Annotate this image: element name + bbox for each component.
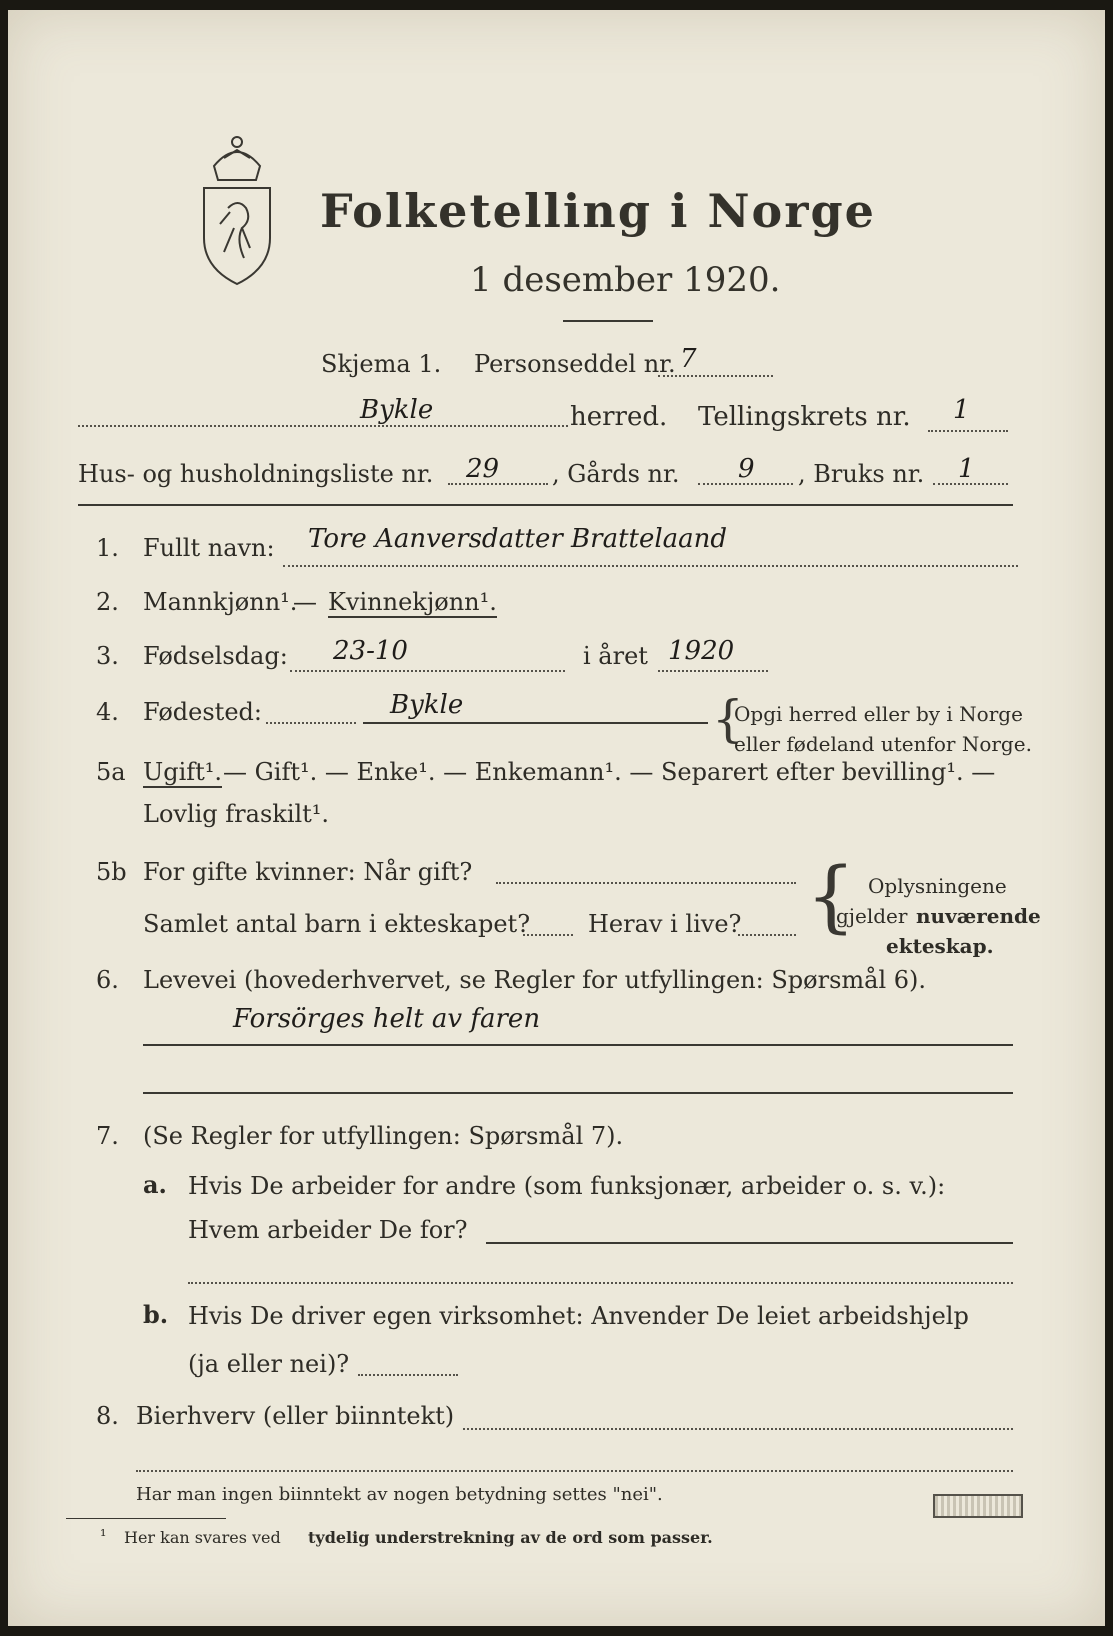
q5a-number: 5a [96,758,126,786]
birthplace-brace: { [712,690,744,748]
form-date: 1 desember 1920. [470,260,781,300]
married-when-label: For gifte kvinner: Når gift? [143,858,473,886]
side-income-label: Bierhverv (eller biinntekt) [136,1402,455,1430]
marriage-note-3: ekteskap. [886,934,994,958]
birthplace-dots-left [266,722,356,724]
gender-female-selected[interactable]: Kvinnekjønn¹. [328,588,497,616]
footnote-text-a: Her kan svares ved [124,1528,281,1547]
footnote-mark: ¹ [100,1526,107,1545]
q4-number: 4. [96,698,119,726]
q3-number: 3. [96,642,119,670]
gards-value[interactable]: 9 [738,454,755,484]
census-form-page [8,10,1105,1626]
footnote-text-b: tydelig understrekning av de ord som passer. [308,1528,713,1547]
hus-label: Hus- og husholdningsliste nr. [78,460,434,488]
gender-dash: — [293,588,317,616]
hus-dots [448,483,548,485]
tellingskrets-value[interactable]: 1 [953,395,970,425]
year-label: i året [583,642,648,670]
marriage-note-2b: nuværende [916,904,1041,928]
q1-dots [283,565,1018,567]
norwegian-coat-of-arms-icon [194,128,280,288]
header-divider [78,504,1013,506]
birthplace-rule [363,722,708,724]
birthplace-note-2: eller fødeland utenfor Norge. [734,732,1032,756]
hired-help-dots[interactable] [358,1374,458,1376]
marriage-note-1: Oplysningene [868,874,1007,898]
hired-help-label: (ja eller nei)? [188,1350,350,1378]
gender-male[interactable]: Mannkjønn¹. [143,588,298,616]
bruks-label: , Bruks nr. [798,460,925,488]
q2-number: 2. [96,588,119,616]
alive-label: Herav i live? [588,910,742,938]
q1-label: Fullt navn: [143,534,275,562]
footnote-divider [66,1518,226,1519]
q3-label: Fødselsdag: [143,642,288,670]
gards-label: , Gårds nr. [552,460,680,488]
q7-label: (Se Regler for utfyllingen: Spørsmål 7). [143,1122,624,1150]
birthday-value[interactable]: 23-10 [333,636,408,666]
q7b-letter: b. [143,1300,169,1329]
q4-label: Fødested: [143,698,262,726]
personseddel-dots [658,375,773,377]
alive-dots[interactable] [738,934,796,936]
q7-number: 7. [96,1122,119,1150]
form-title: Folketelling i Norge [320,184,876,238]
full-name-value[interactable]: Tore Aanversdatter Brattelaand [308,524,728,554]
occupation-rule-1 [143,1044,1013,1046]
birthday-dots [290,670,565,672]
status-ugift-selected[interactable]: Ugift¹. [143,758,223,786]
year-dots [658,670,768,672]
q7b-text: Hvis De driver egen virksomhet: Anvender De leiet arbeidshjelp [188,1302,969,1330]
status-options[interactable]: — Gift¹. — Enke¹. — Enkemann¹. — Separert efter bevilling¹. — [223,758,996,786]
side-income-dots-1[interactable] [463,1428,1013,1430]
marriage-note-2a: gjelder [836,904,908,928]
personseddel-label: Personseddel nr. [474,350,676,378]
q1-number: 1. [96,534,119,562]
occupation-label: Levevei (hovederhvervet, se Regler for utfyllingen: Spørsmål 6). [143,966,927,994]
bruks-dots [933,483,1008,485]
q7a-letter: a. [143,1170,167,1199]
tellingskrets-label: Tellingskrets nr. [698,402,911,432]
gards-dots [698,483,793,485]
q7a-text: Hvis De arbeider for andre (som funksjonær, arbeider o. s. v.): [188,1172,946,1200]
marriage-brace: { [806,852,856,942]
q5b-number: 5b [96,858,127,886]
occupation-rule-2 [143,1092,1013,1094]
side-income-note: Har man ingen biinntekt av nogen betydning settes "nei". [136,1484,663,1505]
hus-value[interactable]: 29 [466,454,500,484]
birthplace-value[interactable]: Bykle [390,690,464,720]
personseddel-value[interactable]: 7 [680,344,697,374]
married-when-dots[interactable] [496,882,796,884]
employer-dots-2[interactable] [188,1282,1013,1284]
q6-number: 6. [96,966,119,994]
children-label: Samlet antal barn i ekteskapet? [143,910,531,938]
herred-dots [78,425,568,427]
birth-year-value[interactable]: 1920 [668,636,735,666]
employer-rule[interactable] [486,1242,1013,1244]
tellingskrets-dots [928,430,1008,432]
bruks-value[interactable]: 1 [958,454,975,484]
printer-stamp [933,1494,1023,1518]
herred-value[interactable]: Bykle [360,395,434,425]
q8-number: 8. [96,1402,119,1430]
occupation-value[interactable]: Forsörges helt av faren [233,1004,541,1034]
side-income-dots-2[interactable] [136,1470,1013,1472]
title-divider [563,320,653,322]
employer-label: Hvem arbeider De for? [188,1216,468,1244]
children-dots[interactable] [523,934,573,936]
birthplace-note-1: Opgi herred eller by i Norge [734,702,1023,726]
herred-label: herred. [570,402,668,432]
schema-label: Skjema 1. [321,350,442,378]
status-fraskilt[interactable]: Lovlig fraskilt¹. [143,800,330,828]
